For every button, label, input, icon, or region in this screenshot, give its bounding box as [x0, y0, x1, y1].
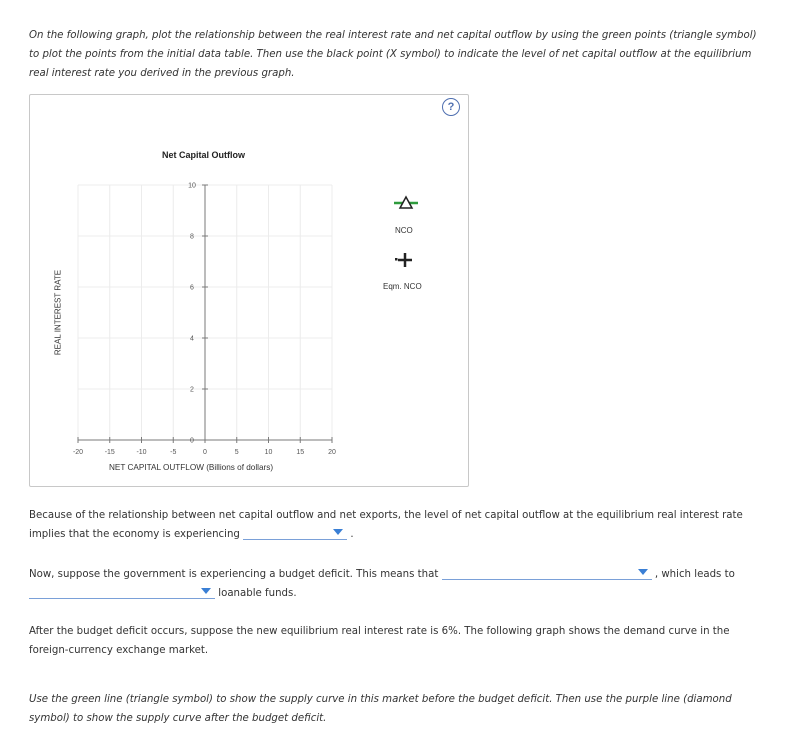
y-tick-label: 10: [188, 182, 196, 190]
legend-nco-label: NCO: [395, 226, 413, 235]
intro-instructions: On the following graph, plot the relationship between the real interest rate and net capital outflow by using the green points (triangle symbol) to plot the points from the initial data table. Then use the black point (X symbol) to indicate the level of net capital outflow at the equilibrium real interest rate you derived in the previous graph.: [29, 30, 757, 79]
y-tick-label: 8: [190, 233, 194, 241]
question-budget-deficit: [29, 565, 759, 603]
q2-text-middle: , which leads to: [654, 569, 735, 580]
y-axis-label: REAL INTEREST RATE: [53, 269, 63, 356]
chart-title: Net Capital Outflow: [162, 150, 245, 160]
x-tick-label: -15: [104, 449, 115, 456]
chevron-down-icon: [638, 569, 648, 575]
x-tick-label: 5: [234, 449, 239, 456]
x-tick-label: -5: [170, 449, 177, 456]
chevron-down-icon: [201, 588, 211, 594]
x-tick-label: 0: [203, 449, 207, 456]
q2-text-before: Now, suppose the government is experiencing a budget deficit. This means that: [29, 569, 439, 580]
y-tick-label: 6: [190, 284, 194, 292]
legend-eqm-nco-label: Eqm. NCO: [383, 282, 422, 291]
x-tick-label: 10: [264, 449, 273, 456]
help-button[interactable]: ?: [442, 98, 460, 116]
q1-dropdown[interactable]: [243, 525, 347, 544]
q1-text: Because of the relationship between net capital outflow and net exports, the level of net capital outflow at the equilibrium real interest rate implies that the economy is experiencing: [29, 510, 743, 540]
x-axis-label: NET CAPITAL OUTFLOW (Billions of dollars): [109, 463, 274, 472]
q2-dropdown-1[interactable]: [442, 565, 652, 584]
x-tick-label: 15: [296, 449, 305, 456]
y-tick-label: 0: [190, 437, 194, 445]
x-tick-label: -20: [72, 449, 84, 456]
chevron-down-icon: [333, 529, 343, 535]
y-tick-label: 4: [190, 335, 194, 343]
q4-instructions: Use the green line (triangle symbol) to show the supply curve in this market before the budget deficit. Then use the purple line (diamond symbol) to show the supply curve after the budget deficit.: [29, 694, 732, 724]
nco-triangle-tool[interactable]: [393, 194, 419, 212]
q2-dropdown-2[interactable]: [29, 584, 215, 603]
eqm-nco-x-tool[interactable]: [395, 250, 415, 270]
x-tick-label: -10: [136, 449, 147, 456]
question-net-exports: [29, 506, 759, 544]
q3-text: After the budget deficit occurs, suppose the new equilibrium real interest rate is 6%. The following graph shows the demand curve in the foreign-currency exchange market.: [29, 626, 730, 656]
q1-period: .: [350, 529, 354, 540]
x-tick-label: 20: [328, 449, 336, 456]
q2-text-after: loanable funds.: [218, 588, 297, 599]
chart-plot[interactable]: [60, 176, 350, 466]
y-tick-label: 2: [190, 386, 194, 394]
